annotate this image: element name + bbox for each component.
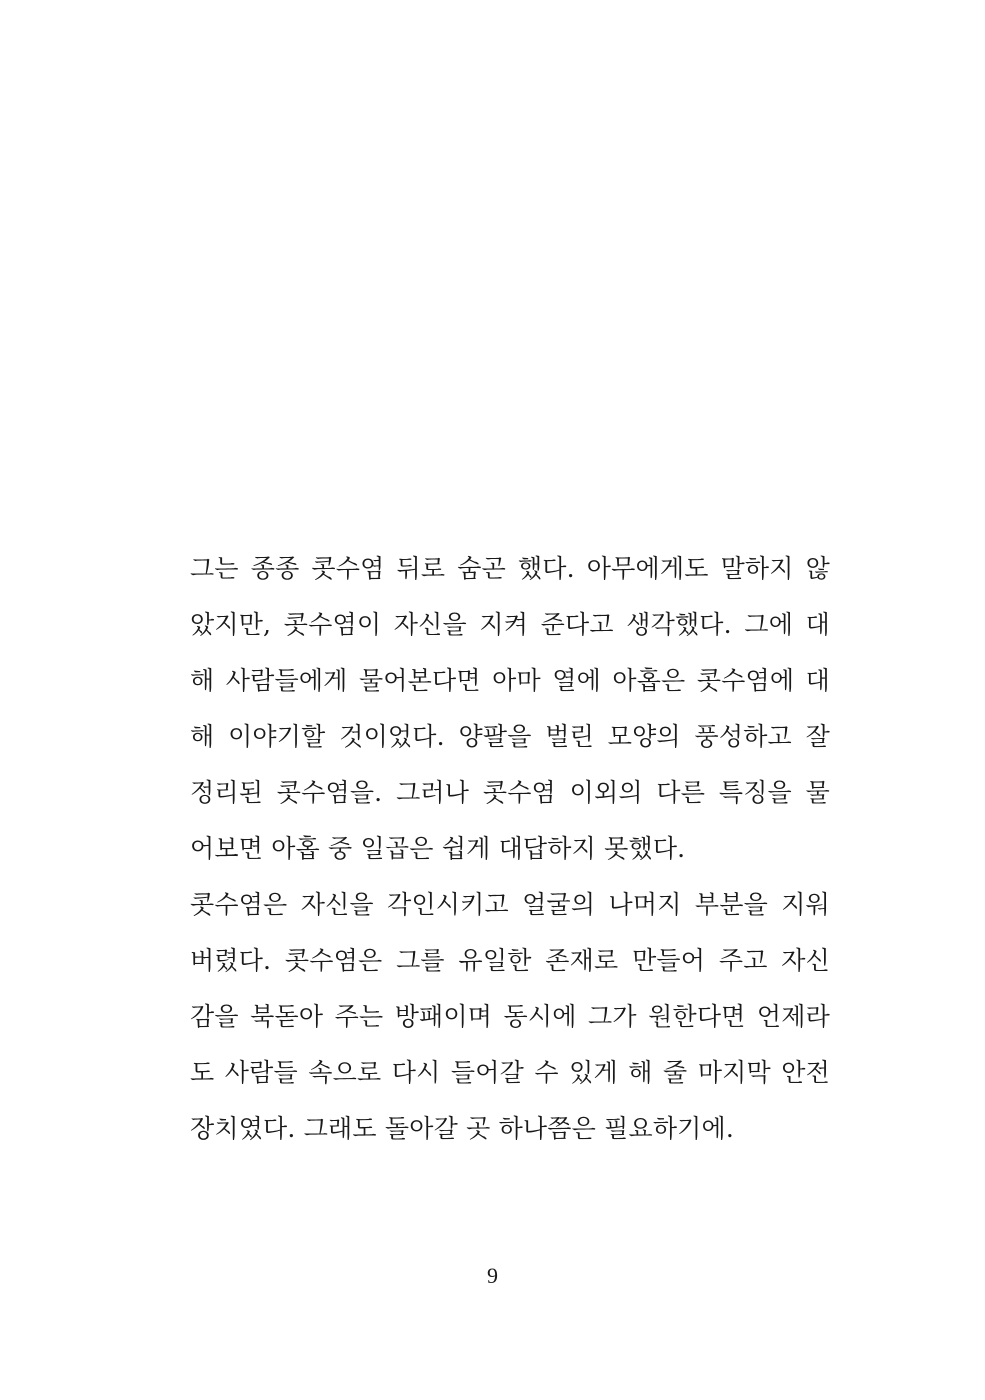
text-line: 해 이야기할 것이었다. 양팔을 벌린 모양의 풍성하고 잘: [190, 722, 830, 751]
text-line: 정리된 콧수염을. 그러나 콧수염 이외의 다른 특징을 물: [190, 778, 830, 807]
text-line: 장치였다. 그래도 돌아갈 곳 하나쯤은 필요하기에.: [190, 1114, 735, 1143]
text-line: 해 사람들에게 물어본다면 아마 열에 아홉은 콧수염에 대: [190, 666, 830, 695]
text-line: 그는 종종 콧수염 뒤로 숨곤 했다. 아무에게도 말하지 않: [190, 554, 830, 583]
paragraph-1: [190, 541, 830, 877]
text-line: 았지만, 콧수염이 자신을 지켜 준다고 생각했다. 그에 대: [190, 610, 830, 639]
text-line: 콧수염은 자신을 각인시키고 얼굴의 나머지 부분을 지워: [190, 890, 830, 919]
page-number: 9: [487, 1263, 498, 1288]
paragraph-2: [190, 877, 830, 1157]
text-line: 도 사람들 속으로 다시 들어갈 수 있게 해 줄 마지막 안전: [190, 1058, 830, 1087]
text-line: 감을 북돋아 주는 방패이며 동시에 그가 원한다면 언제라: [190, 1002, 830, 1031]
body-text: [190, 541, 830, 1157]
text-line: 어보면 아홉 중 일곱은 쉽게 대답하지 못했다.: [190, 834, 686, 863]
text-line: 버렸다. 콧수염은 그를 유일한 존재로 만들어 주고 자신: [190, 946, 830, 975]
